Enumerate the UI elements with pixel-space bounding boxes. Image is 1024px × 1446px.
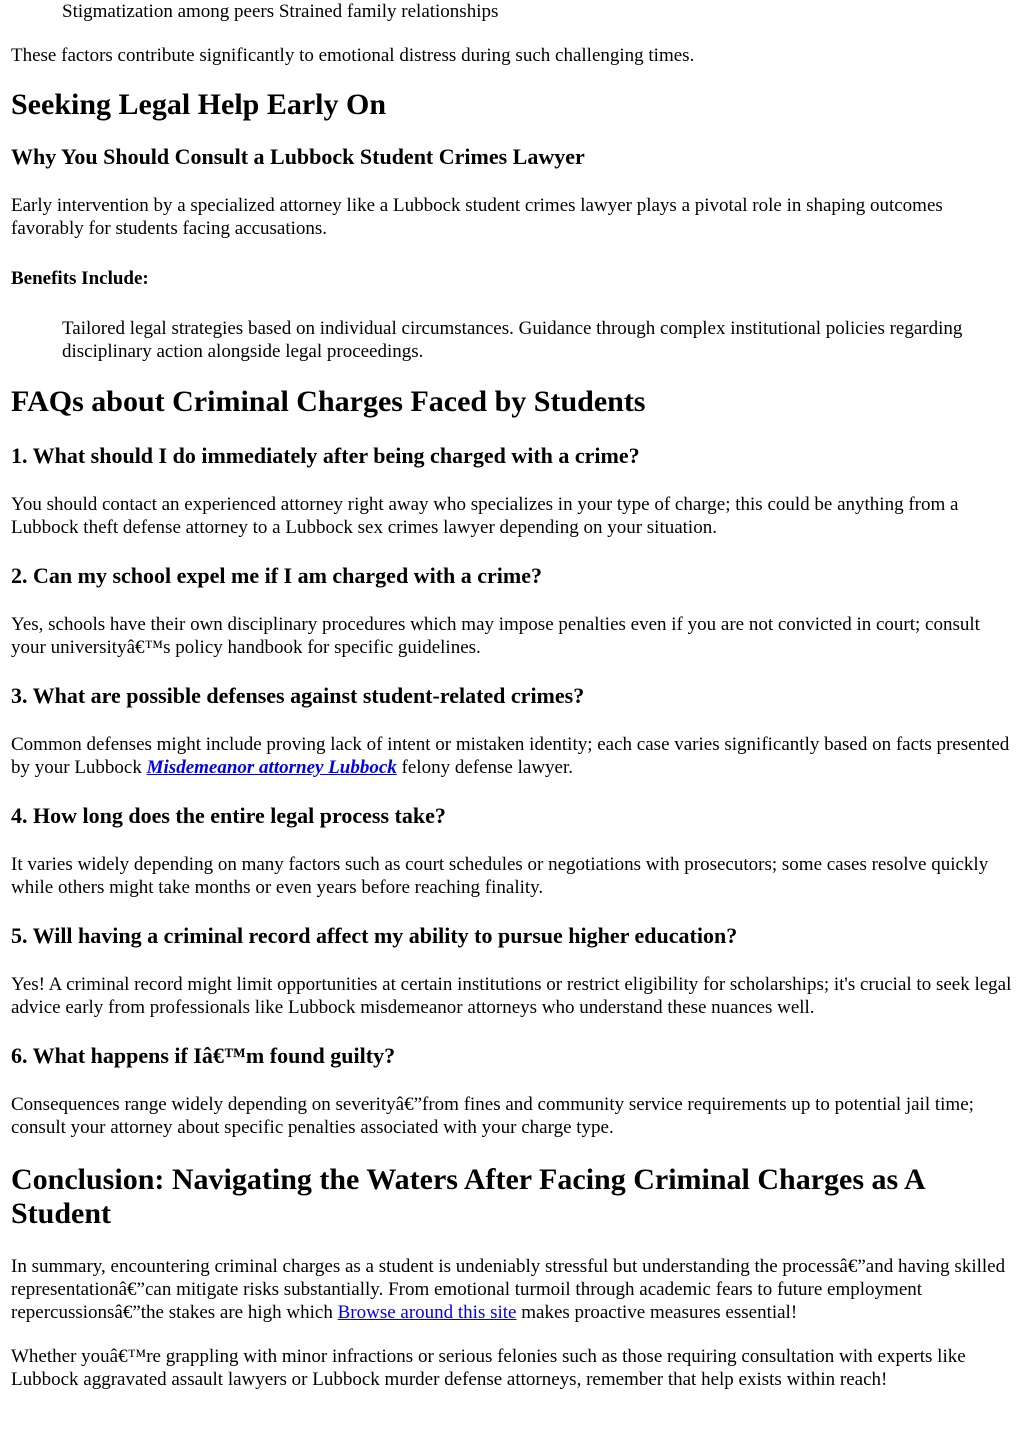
faq-answer-3-after: felony defense lawyer. [396, 757, 574, 778]
faq-answer-1: You should contact an experienced attorney right away who specializes in your type of charge; this could be anything from a Lubbock theft defense attorney to a Lubbock sex crimes lawyer depending on your situation. [11, 494, 959, 538]
faq-question-5: 5. Will having a criminal record affect my ability to pursue higher education? [11, 923, 738, 948]
faq-question-6: 6. What happens if Iâ€™m found guilty? [11, 1043, 396, 1068]
faq-answer-4: It varies widely depending on many factors such as court schedules or negotiations with prosecutors; some cases resolve quickly while others might take months or even years before reaching finality. [11, 854, 989, 898]
faq-answer-6: Consequences range widely depending on severityâ€”from fines and community service requirements up to potential jail time; consult your attorney about specific penalties associated with your charge type. [11, 1094, 974, 1138]
benefits-label: Benefits Include: [11, 268, 149, 289]
faq-answer-3 [11, 733, 1013, 779]
faq-answer-5: Yes! A criminal record might limit opportunities at certain institutions or restrict eligibility for scholarships; it's crucial to seek legal advice early from professionals like Lubbock misdemeanor attorneys who understand these nuances well. [11, 974, 1012, 1018]
faq-question-4: 4. How long does the entire legal process take? [11, 803, 446, 828]
browse-site-link[interactable]: Browse around this site [337, 1302, 517, 1323]
intro-list-line: Stigmatization among peers Strained family relationships [62, 1, 499, 22]
conclusion-paragraph-1-before: In summary, encountering criminal charges as a student is undeniably stressful but understanding the processâ€”and having skilled representationâ€”can mitigate risks substantially. From emotional turmoil through academic fears to future employment repercussionsâ€”the stakes are high which [11, 1256, 1006, 1323]
intro-summary: These factors contribute significantly to emotional distress during such challenging times. [11, 45, 695, 66]
misdemeanor-attorney-link[interactable]: Misdemeanor attorney Lubbock [146, 757, 397, 778]
faqs-heading: FAQs about Criminal Charges Faced by Students [11, 385, 646, 418]
legal-help-subheading: Why You Should Consult a Lubbock Student Crimes Lawyer [11, 144, 585, 169]
faq-answer-3-before: Common defenses might include proving lack of intent or mistaken identity; each case varies significantly based on facts presented by your Lubbock [11, 734, 1010, 778]
conclusion-paragraph-1 [11, 1255, 1013, 1324]
conclusion-paragraph-1-after: makes proactive measures essential! [516, 1302, 798, 1323]
faq-question-1: 1. What should I do immediately after being charged with a crime? [11, 443, 640, 468]
legal-help-paragraph: Early intervention by a specialized attorney like a Lubbock student crimes lawyer plays a pivotal role in shaping outcomes favorably for students facing accusations. [11, 195, 943, 239]
conclusion-paragraph-2: Whether youâ€™re grappling with minor infractions or serious felonies such as those requiring consultation with experts like Lubbock aggravated assault lawyers or Lubbock murder defense attorneys, remember that help exists within reach! [11, 1346, 966, 1390]
benefits-text: Tailored legal strategies based on individual circumstances. Guidance through complex institutional policies regarding disciplinary action alongside legal proceedings. [62, 318, 963, 362]
faq-question-2: 2. Can my school expel me if I am charged with a crime? [11, 563, 542, 588]
faq-question-3: 3. What are possible defenses against student-related crimes? [11, 683, 585, 708]
faq-answer-2: Yes, schools have their own disciplinary procedures which may impose penalties even if you are not convicted in court; consult your universityâ€™s policy handbook for specific guidelines. [11, 614, 980, 658]
legal-help-heading: Seeking Legal Help Early On [11, 88, 387, 121]
conclusion-heading: Conclusion: Navigating the Waters After Facing Criminal Charges as A Student [11, 1163, 925, 1230]
